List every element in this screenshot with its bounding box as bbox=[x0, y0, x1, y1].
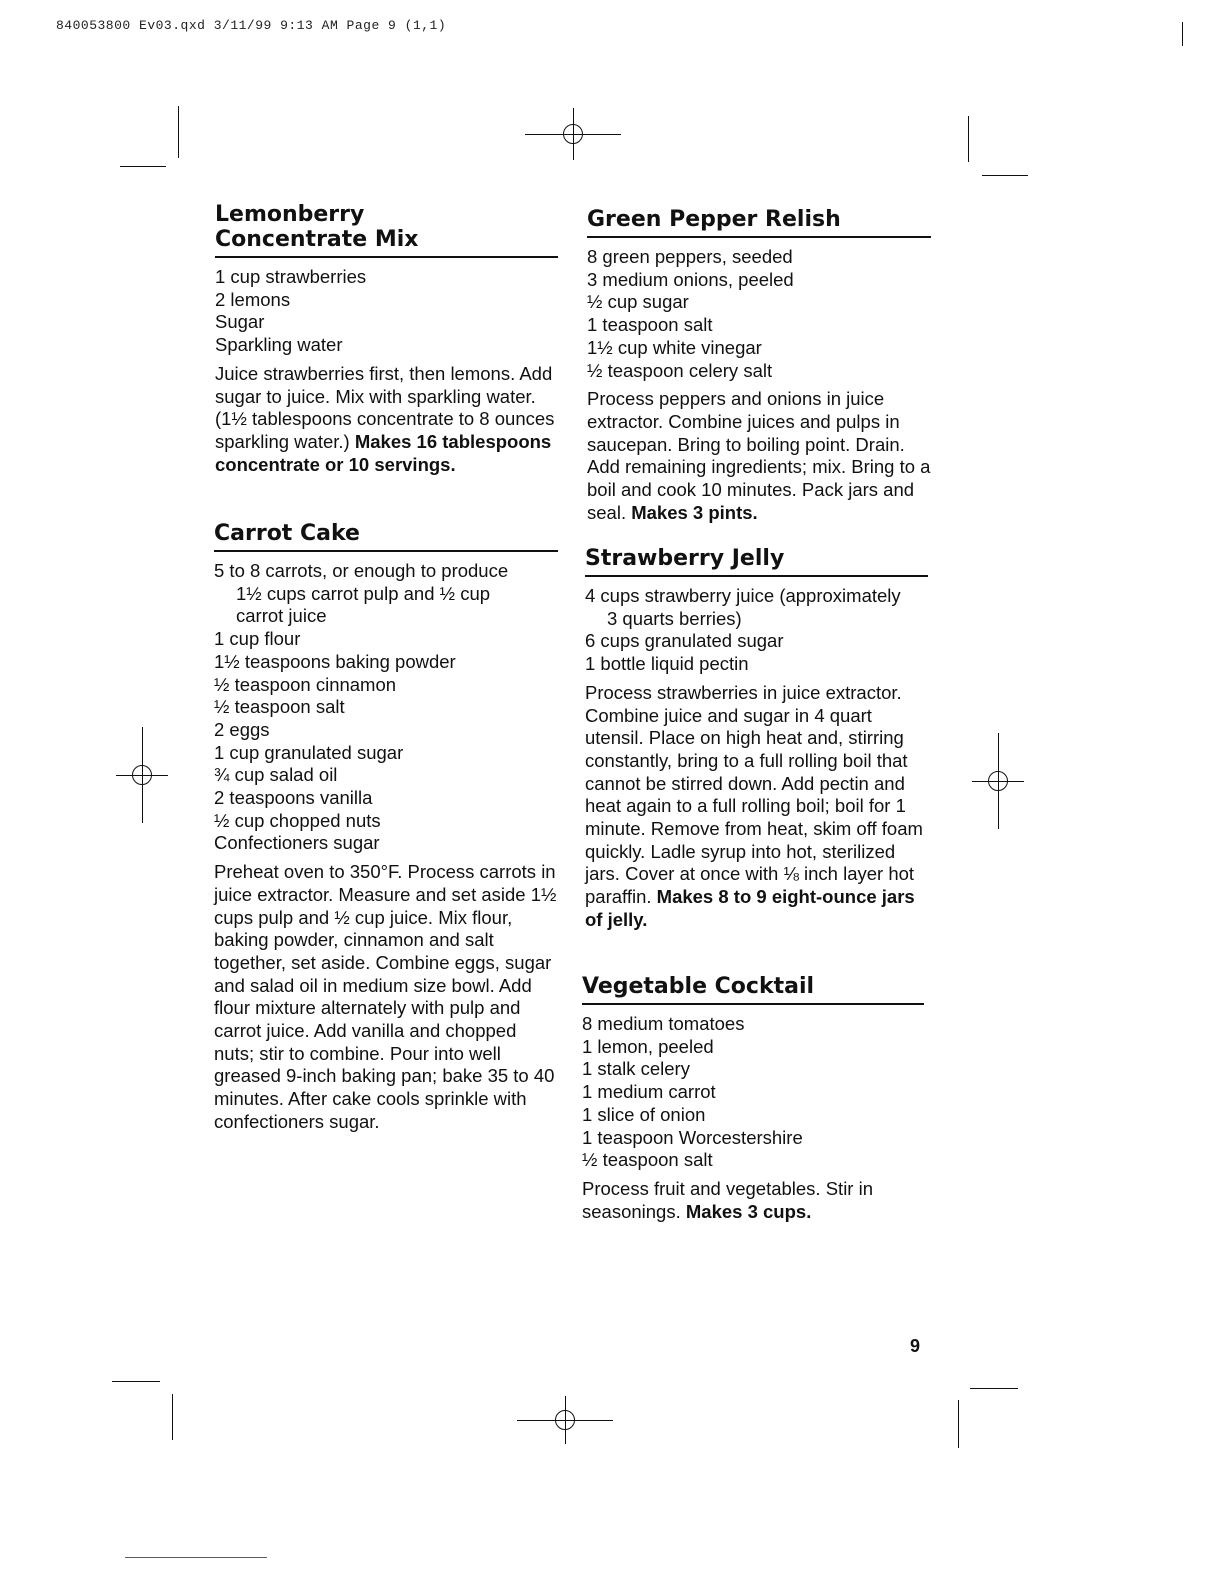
recipe-lemonberry bbox=[215, 202, 558, 476]
ingredient: Sparkling water bbox=[215, 334, 343, 356]
directions-text: Juice strawberries first, then lemons. Add sugar to juice. Mix with sparkling water. (1½ tablespoons concentrate to 8 ounces sparkling water.) bbox=[215, 362, 555, 452]
page-number: 9 bbox=[910, 1336, 921, 1356]
recipe-title: Strawberry Jelly bbox=[585, 546, 928, 577]
ingredient: 8 medium tomatoes bbox=[582, 1013, 745, 1034]
ingredient: 1½ teaspoons baking powder bbox=[214, 650, 456, 672]
ingredient: 2 eggs bbox=[214, 718, 270, 740]
yield: Makes 8 to 9 eight-ounce jars of jelly. bbox=[585, 886, 915, 930]
ingredient: ½ teaspoon celery salt bbox=[587, 359, 773, 381]
ingredient: 1½ cup white vinegar bbox=[587, 336, 762, 358]
recipe-strawberry-jelly bbox=[585, 546, 928, 932]
crop-mark bbox=[968, 116, 969, 162]
directions-text: Process fruit and vegetables. Stir in seasonings. bbox=[582, 1177, 874, 1222]
ingredient: Confectioners sugar bbox=[214, 832, 380, 854]
ingredient: 1 lemon, peeled bbox=[582, 1035, 714, 1057]
recipe-title: Vegetable Cocktail bbox=[582, 974, 924, 1005]
footer-rule bbox=[125, 1557, 267, 1558]
ingredient: ½ teaspoon cinnamon bbox=[214, 673, 397, 695]
directions bbox=[587, 388, 931, 524]
ingredient: 4 cups strawberry juice (approximately bbox=[585, 585, 901, 606]
crop-mark bbox=[982, 175, 1028, 176]
ingredient: 5 to 8 carrots, or enough to produce bbox=[214, 560, 509, 581]
crop-mark bbox=[1182, 22, 1183, 46]
ingredient: 1 cup strawberries bbox=[215, 266, 367, 287]
ingredient: 1 teaspoon salt bbox=[587, 314, 713, 336]
file-slug: 840053800 Ev03.qxd 3/11/99 9:13 AM Page 9 (1,1) bbox=[56, 18, 447, 33]
directions-text: Process peppers and onions in juice extractor. Combine juices and pulps in saucepan. Bring to boiling point. Drain. Add remaining ingredients; mix. Bring to a boil and cook 10 minutes. Pack jars and seal. bbox=[587, 388, 931, 523]
ingredient: 1 bottle liquid pectin bbox=[585, 653, 749, 675]
ingredient: 8 green peppers, seeded bbox=[587, 246, 793, 267]
recipe-vegetable-cocktail bbox=[582, 974, 924, 1223]
ingredient: 1 stalk celery bbox=[582, 1058, 690, 1080]
crop-mark bbox=[172, 1394, 173, 1440]
ingredient: 1 medium carrot bbox=[582, 1081, 716, 1103]
ingredient-list bbox=[215, 266, 558, 357]
crop-mark bbox=[958, 1400, 959, 1448]
ingredient: 1 cup granulated sugar bbox=[214, 741, 404, 763]
recipe-green-pepper-relish bbox=[587, 207, 931, 524]
directions bbox=[582, 1178, 924, 1223]
directions-text: Process strawberries in juice extractor. Combine juice and sugar in 4 quart utensil. Place on high heat and, stirring constantly, bring to a full rolling boil that cannot be stirred down. Add pectin and heat again to a full rolling boil; boil for 1 minute. Remove from heat, skim off foam quickly. Ladle syrup into hot, sterilized jars. Cover at once with ⅛ inch layer hot paraffin. bbox=[585, 681, 923, 908]
crop-mark bbox=[178, 106, 179, 158]
ingredient: ½ teaspoon salt bbox=[214, 696, 345, 718]
crop-mark bbox=[970, 1388, 1018, 1389]
ingredient: ½ cup sugar bbox=[587, 291, 689, 313]
directions bbox=[214, 861, 558, 1133]
directions-text: Preheat oven to 350°F. Process carrots in juice extractor. Measure and set aside 1½ cups pulp and ½ cup juice. Mix flour, baking powder, cinnamon and salt together, set aside. Combine eggs, sugar and salad oil in medium size bowl. Add flour mixture alternately with pulp and carrot juice. Add vanilla and chopped nuts; stir to combine. Pour into well greased 9-inch baking pan; bake 35 to 40 minutes. After cake cools sprinkle with confectioners sugar. bbox=[214, 861, 557, 1132]
yield: Makes 3 pints. bbox=[631, 501, 758, 523]
recipe-title: Green Pepper Relish bbox=[587, 207, 931, 238]
ingredient: ½ cup chopped nuts bbox=[214, 809, 381, 831]
ingredient-list bbox=[214, 560, 558, 855]
ingredient: carrot juice bbox=[236, 605, 327, 627]
ingredient: ½ teaspoon salt bbox=[582, 1149, 713, 1171]
ingredient: 1½ cups carrot pulp and ½ cup bbox=[236, 582, 491, 604]
directions bbox=[585, 682, 928, 932]
ingredient: 1 teaspoon Worcestershire bbox=[582, 1126, 803, 1148]
directions bbox=[215, 363, 558, 477]
crop-mark bbox=[120, 166, 166, 167]
recipe-title: Carrot Cake bbox=[214, 521, 558, 552]
ingredient: Sugar bbox=[215, 311, 265, 333]
recipe-carrot-cake bbox=[214, 521, 558, 1134]
ingredient-list bbox=[587, 246, 931, 382]
ingredient: 2 teaspoons vanilla bbox=[214, 787, 373, 809]
yield: Makes 3 cups. bbox=[685, 1200, 812, 1222]
ingredient: 6 cups granulated sugar bbox=[585, 630, 784, 652]
yield: Makes 16 tablespoons concentrate or 10 servings. bbox=[215, 430, 552, 475]
ingredient: 1 cup flour bbox=[214, 628, 301, 650]
ingredient-list bbox=[585, 585, 928, 676]
ingredient: 3 medium onions, peeled bbox=[587, 268, 794, 290]
recipe-title: Lemonberry Concentrate Mix bbox=[215, 202, 558, 258]
crop-mark bbox=[112, 1381, 160, 1382]
ingredient-list bbox=[582, 1013, 924, 1172]
ingredient: 2 lemons bbox=[215, 288, 291, 310]
ingredient: ¾ cup salad oil bbox=[214, 764, 338, 786]
ingredient: 1 slice of onion bbox=[582, 1103, 706, 1125]
ingredient: 3 quarts berries) bbox=[607, 607, 742, 629]
